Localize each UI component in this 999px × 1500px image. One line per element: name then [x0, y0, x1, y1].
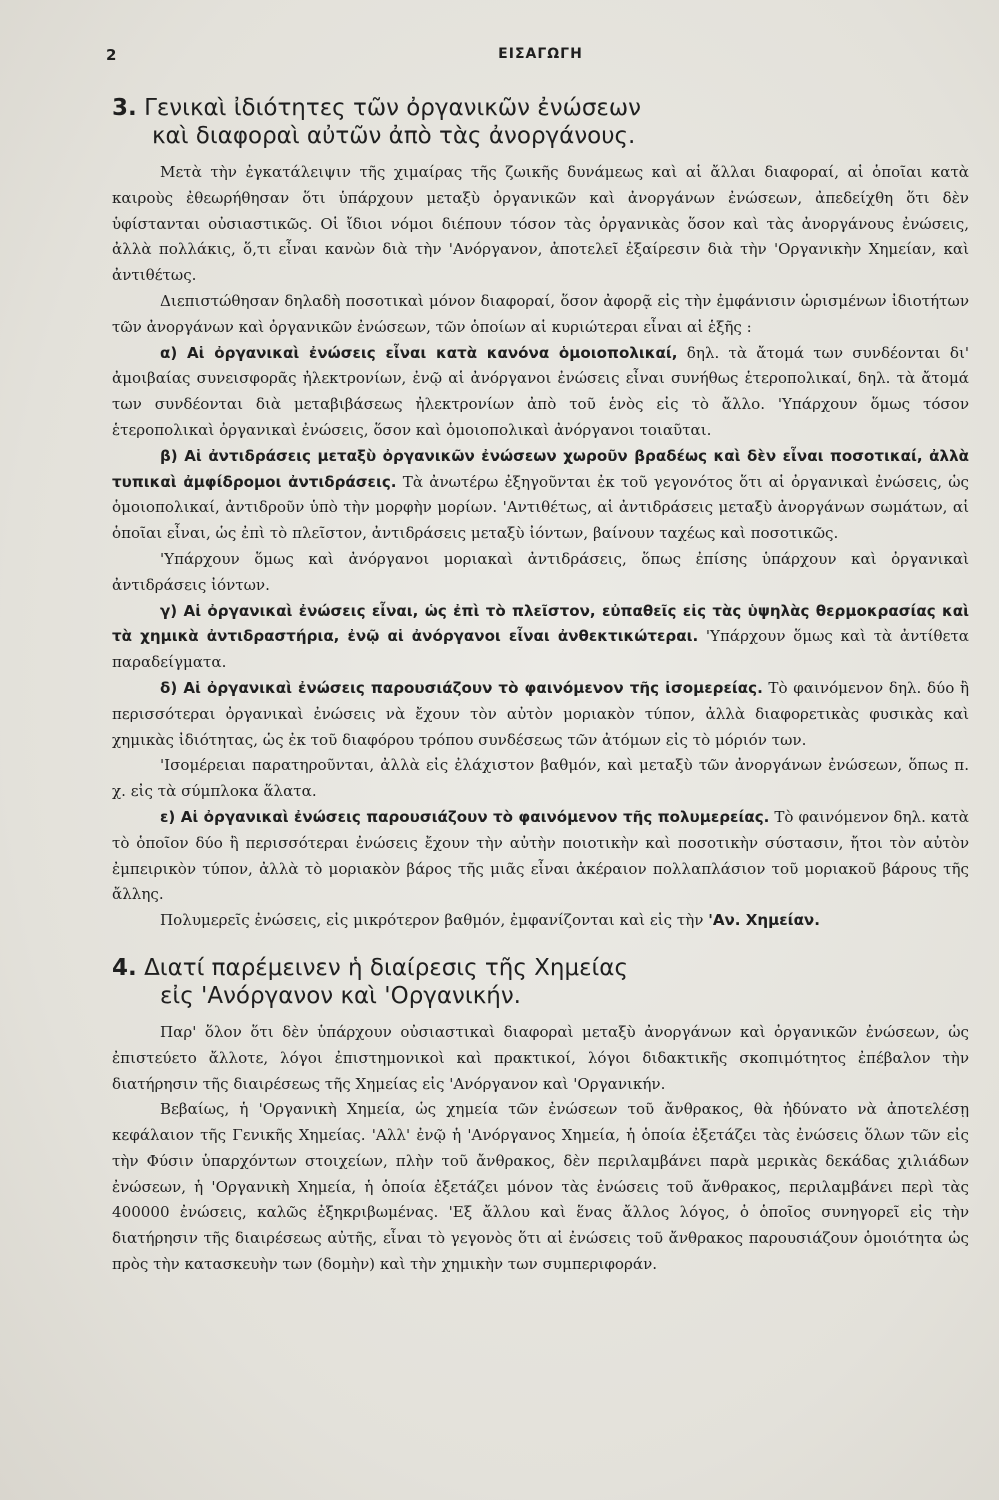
item-b-lead: β) Αἱ ἀντιδράσεις μεταξὺ ὀργανικῶν ἐνώσεων χωροῦν βραδέως καὶ δὲν εἶναι ποσοτικαί, ἀλλὰ τυπικαὶ ἀμφίδρομοι ἀντιδράσεις. — [112, 446, 969, 491]
section-3-title-line1: Γενικαὶ ἰδιότητες τῶν ὀργανικῶν ἐνώσεων — [144, 95, 641, 121]
item-e-text: Τὸ φαινόμενον δηλ. κατὰ τὸ ὁποῖον δύο ἢ περισσότεραι ἐνώσεις ἔχουν τὴν αὐτὴν ποιοτικὴν καὶ ποσοτικὴν σύστασιν, ἤτοι τὸν αὐτὸν ἐμπειρικὸν τύπον, ἀλλὰ τὸ μοριακὸν βάρος τῆς μιᾶς εἶναι ἀκέραιον πολλαπλάσιον τοῦ μοριακοῦ βάρους τῆς ἄλλης. — [112, 807, 969, 904]
item-a-text: δηλ. τὰ ἄτομά των συνδέονται δι' ἀμοιβαίας συνεισφορᾶς ἠλεκτρονίων, ἐνῷ αἱ ἀνόργανοι ἐνώσεις εἶναι συνήθως ἑτεροπολικαί, δηλ. τὰ ἄτομά των συνδέονται διὰ μεταβιβάσεως ἠλεκτρονίων ἀπὸ τοῦ ἑνὸς εἰς τὸ ἄλλο. 'Υπάρχουν ὅμως τόσον ἑτεροπολικαὶ ὀργανικαὶ ἐνώσεις, ὅσον καὶ ὁμοιοπολικαὶ ἀνόργανοι τοιαῦται. — [112, 343, 970, 439]
item-e-continuation-text: Πολυμερεῖς ἐνώσεις, εἰς μικρότερον βαθμόν, ἐμφανίζονται καὶ εἰς τὴν — [160, 911, 709, 930]
item-c-lead: γ) Αἱ ὀργανικαὶ ἐνώσεις εἶναι, ὡς ἐπὶ τὸ πλεῖστον, εὐπαθεῖς εἰς τὰς ὑψηλὰς θερμοκρασίας καὶ τὰ χημικὰ ἀντιδραστήρια, ἐνῷ αἱ ἀνόργανοι εἶναι ἀνθεκτικώτεραι. — [112, 601, 969, 646]
item-d — [112, 676, 969, 753]
section-4-title-line2: εἰς 'Ανόργανον καὶ 'Οργανικήν. — [160, 982, 521, 1009]
section-4-paragraph-2: Βεβαίως, ἡ 'Οργανικὴ Χημεία, ὡς χημεία τῶν ἐνώσεων τοῦ ἄνθρακος, θὰ ἠδύνατο νὰ ἀποτελέσῃ κεφάλαιον τῆς Γενικῆς Χημείας. 'Αλλ' ἐνῷ ἡ 'Ανόργανος Χημεία, ἡ ὁποία ἐξετάζει τὰς ἐνώσεις ὅλων τῶν εἰς τὴν Φύσιν ὑπαρχόντων στοιχείων, πλὴν τοῦ ἄνθρακος, δὲν περιλαμβάνει παρὰ μερικὰς δεκάδας χιλιάδων ἐνώσεων, ἡ 'Οργανικὴ Χημεία, ἡ ὁποία ἐξετάζει μόνον τὰς ἐνώσεις τοῦ ἄνθρακος, περιλαμβάνει περὶ τὰς 400000 ἐνώσεις, καλῶς ἐξηκριβωμένας. 'Εξ ἄλλου καὶ ἕνας ἄλλος λόγος, ὁ ὁποῖος συνηγορεῖ εἰς τὴν διατήρησιν τῆς διαιρέσεως αὐτῆς, εἶναι τὸ γεγονὸς ὅτι αἱ ἐνώσεις τοῦ ἄνθρακος παρουσιάζουν ὁμοιότητα ὡς πρὸς τὴν κατασκευὴν των (δομὴν) καὶ τὴν χημικὴν των συμπεριφοράν. — [112, 1100, 969, 1274]
item-e-lead: ε) Αἱ ὀργανικαὶ ἐνώσεις παρουσιάζουν τὸ φαινόμενον τῆς πολυμερείας. — [160, 807, 770, 826]
item-d-continuation: 'Ισομέρειαι παρατηροῦνται, ἀλλὰ εἰς ἐλάχιστον βαθμόν, καὶ μεταξὺ τῶν ἀνοργάνων ἐνώσεων, ὅπως π. χ. εἰς τὰ σύμπλοκα ἅλατα. — [112, 756, 969, 801]
item-e-continuation — [112, 908, 969, 934]
item-c — [112, 599, 969, 676]
item-d-lead: δ) Αἱ ὀργανικαὶ ἐνώσεις παρουσιάζουν τὸ φαινόμενον τῆς ἰσομερείας. — [160, 678, 763, 697]
section-4-heading — [112, 954, 969, 1010]
section-3-heading — [112, 94, 969, 150]
section-3-title-line2: καὶ διαφοραὶ αὐτῶν ἀπὸ τὰς ἀνοργάνους. — [152, 123, 636, 149]
item-b-continuation: 'Υπάρχουν ὅμως καὶ ἀνόργανοι μοριακαὶ ἀντιδράσεις, ὅπως ἐπίσης ὑπάρχουν καὶ ὀργανικαὶ ἀντιδράσεις ἰόντων. — [112, 549, 969, 594]
section-4-number: 4. — [112, 954, 137, 981]
section-3-number: 3. — [112, 95, 137, 121]
page-number: 2 — [106, 46, 117, 64]
item-b-text: Τὰ ἀνωτέρω ἐξηγοῦνται ἐκ τοῦ γεγονότος ὅτι αἱ ὀργανικαὶ ἐνώσεις, ὡς ὁμοιοπολικαί, ἀντιδροῦν ὑπὸ τὴν μορφὴν μορίων. 'Αντιθέτως, αἱ ἀντιδράσεις μεταξὺ ἀνοργάνων σωμάτων, αἱ ὁποῖαι εἶναι, ὡς ἐπὶ τὸ πλεῖστον, ἀντιδράσεις μεταξὺ ἰόντων, βαίνουν ταχέως καὶ ποσοτικῶς. — [112, 472, 969, 543]
section-3-paragraph-1: Μετὰ τὴν ἐγκατάλειψιν τῆς χιμαίρας τῆς ζωικῆς δυνάμεως καὶ αἱ ἄλλαι διαφοραί, αἱ ὁποῖαι κατὰ καιροὺς ἐθεωρήθησαν ὅτι ὑπάρχουν μεταξὺ ὀργανικῶν καὶ ἀνοργάνων ἐνώσεων, ἀπεδείχθη ὅτι δὲν ὑφίστανται οὐσιαστικῶς. Οἱ ἴδιοι νόμοι διέπουν τόσον τὰς ὀργανικὰς ὅσον καὶ τὰς ἀνοργάνους ἐνώσεις, ἀλλὰ πολλάκις, ὅ,τι εἶναι κανὼν διὰ τὴν 'Ανόργανον, ἀποτελεῖ ἐξαίρεσιν διὰ τὴν 'Οργανικὴν Χημείαν, καὶ ἀντιθέτως. — [112, 163, 969, 285]
running-title: ΕΙΣΑΓΩΓΗ — [498, 46, 583, 62]
section-3-paragraph-2: Διεπιστώθησαν δηλαδὴ ποσοτικαὶ μόνον διαφοραί, ὅσον ἀφορᾷ εἰς τὴν ἐμφάνισιν ὡρισμένων ἰδιοτήτων τῶν ἀνοργάνων καὶ ὀργανικῶν ἐνώσεων, τῶν ὁποίων αἱ κυριώτεραι εἶναι αἱ ἑξῆς : — [112, 291, 969, 336]
item-a — [112, 341, 969, 444]
item-c-text: 'Υπάρχουν ὅμως καὶ τὰ ἀντίθετα παραδείγματα. — [112, 627, 969, 672]
item-a-lead: α) Αἱ ὀργανικαὶ ἐνώσεις εἶναι κατὰ κανόνα ὁμοιοπολικαί, — [160, 343, 678, 362]
item-b — [112, 444, 969, 547]
item-e — [112, 805, 969, 908]
running-head — [106, 38, 969, 72]
section-4-title-line1: Διατί παρέμεινεν ἡ διαίρεσις τῆς Χημείας — [144, 954, 628, 981]
section-4-paragraph-1: Παρ' ὅλον ὅτι δὲν ὑπάρχουν οὐσιαστικαὶ διαφοραὶ μεταξὺ ἀνοργάνων καὶ ὀργανικῶν ἐνώσεων, ὡς ἐπιστεύετο ἄλλοτε, λόγοι ἐπιστημονικοὶ καὶ πρακτικοί, λόγοι διδακτικῆς σκοπιμότητος ἐπέβαλον τὴν διατήρησιν τῆς διαιρέσεως τῆς Χημείας εἰς 'Ανόργανον καὶ 'Οργανικήν. — [112, 1022, 969, 1093]
item-d-text: Τὸ φαινόμενον δηλ. δύο ἢ περισσότεραι ὀργανικαὶ ἐνώσεις νὰ ἔχουν τὸν αὐτὸν μοριακὸν τύπον, ἀλλὰ διαφορετικὰς φυσικὰς καὶ χημικὰς ἰδιότητας, ὡς ἐκ τοῦ διαφόρου τρόπου συνδέσεως τῶν ἀτόμων εἰς τὸ μόριόν των. — [112, 678, 969, 749]
item-e-continuation-bold: 'Αν. Χημείαν. — [708, 911, 820, 930]
